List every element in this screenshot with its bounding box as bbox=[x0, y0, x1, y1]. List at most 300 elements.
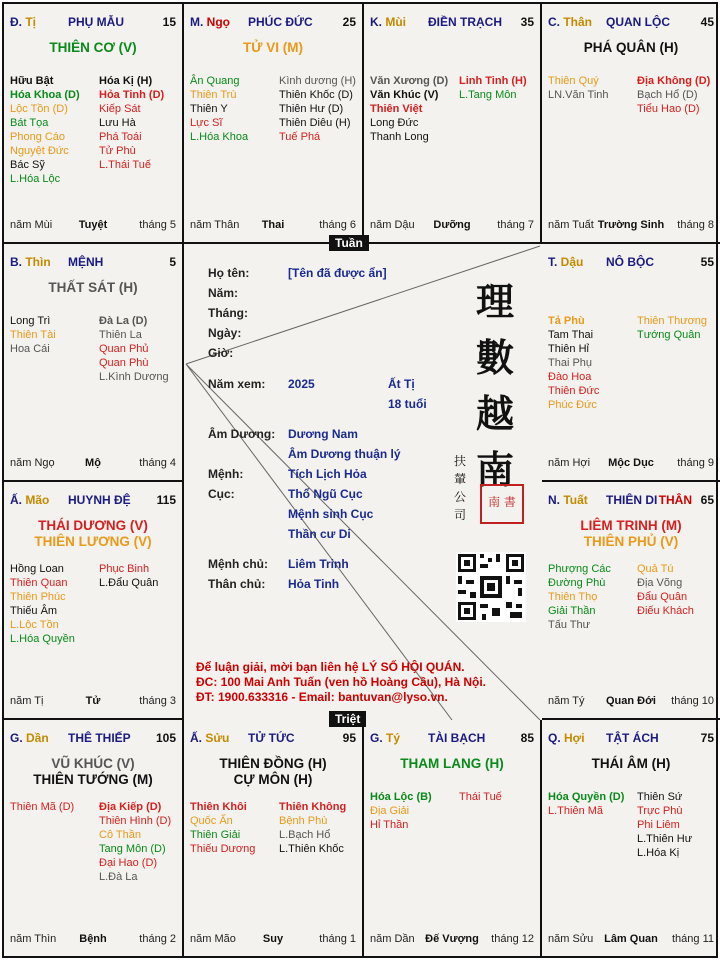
left-stars bbox=[370, 790, 456, 832]
main-star: TỬ VI (M) bbox=[243, 40, 303, 55]
minor-star: Tướng Quân bbox=[637, 329, 701, 341]
calligraphy-char: 理 bbox=[475, 279, 514, 324]
right-stars bbox=[279, 74, 369, 144]
footer-year: năm Tị bbox=[10, 695, 44, 707]
left-stars bbox=[548, 790, 634, 818]
ho-ten-label: Họ tên: bbox=[208, 266, 250, 280]
palace-mao bbox=[4, 482, 184, 720]
minor-star: Thiên Diêu (H) bbox=[279, 117, 351, 129]
footer-year: năm Hợi bbox=[548, 457, 591, 469]
main-stars bbox=[364, 756, 540, 772]
palace-code: T. Dậu bbox=[548, 255, 584, 269]
minor-star: Phúc Đức bbox=[548, 399, 597, 411]
left-stars bbox=[10, 800, 96, 814]
minor-star: Hóa Khoa (D) bbox=[10, 89, 80, 101]
minor-star: Bát Tọa bbox=[10, 117, 49, 129]
than-chu-label: Thân chủ: bbox=[208, 577, 266, 591]
palace-header bbox=[190, 15, 356, 29]
footer-month: tháng 10 bbox=[671, 695, 714, 707]
footer-stage: Bệnh bbox=[79, 933, 107, 945]
main-stars bbox=[542, 756, 720, 772]
minor-star: L.Thiên Hư bbox=[637, 833, 693, 845]
main-star: THẤT SÁT (H) bbox=[48, 280, 138, 295]
palace-name: NÔ BỘC bbox=[606, 255, 654, 269]
minor-star: Thái Tuế bbox=[459, 791, 502, 803]
palace-footer bbox=[548, 933, 714, 946]
right-stars bbox=[637, 562, 720, 618]
minor-star: Đào Hoa bbox=[548, 371, 592, 383]
palace-footer bbox=[370, 933, 534, 946]
minor-star: Tam Thai bbox=[548, 329, 594, 341]
minor-star: Đường Phù bbox=[548, 577, 606, 589]
minor-star: Hóa Lộc (B) bbox=[370, 791, 432, 803]
footer-stage: Suy bbox=[262, 933, 284, 945]
minor-star: Thiên Quý bbox=[548, 75, 599, 87]
minor-star: Bệnh Phù bbox=[279, 815, 328, 827]
palace-ti bbox=[4, 4, 184, 244]
contact-line-2: ĐC: 100 Mai Anh Tuấn (ven hồ Hoàng Cầu), Hà Nội. bbox=[196, 675, 487, 689]
main-star: CỰ MÔN (H) bbox=[233, 772, 313, 787]
palace-code: M. Ngọ bbox=[190, 15, 230, 29]
palace-number: 25 bbox=[342, 15, 356, 29]
palace-code: G. Dần bbox=[10, 731, 49, 745]
minor-star: Thanh Long bbox=[370, 131, 429, 143]
footer-month: tháng 3 bbox=[139, 695, 176, 707]
palace-chi: Tị bbox=[25, 15, 37, 29]
minor-star: Tử Phù bbox=[99, 145, 136, 157]
am-duong-value-2: Âm Dương thuận lý bbox=[288, 447, 401, 461]
palace-footer bbox=[370, 219, 534, 232]
minor-star: Tiểu Hao (D) bbox=[637, 103, 700, 115]
minor-star: Quan Phủ bbox=[99, 343, 149, 355]
minor-star: L.Hóa Lộc bbox=[10, 173, 61, 185]
minor-star: Quốc Ấn bbox=[190, 815, 233, 827]
minor-star: Lộc Tồn (D) bbox=[10, 103, 68, 115]
minor-star: Quả Tú bbox=[637, 563, 674, 575]
palace-header bbox=[10, 255, 176, 269]
calligraphy-char: 越 bbox=[475, 391, 514, 436]
palace-chi: Dần bbox=[26, 731, 49, 745]
palace-number: 75 bbox=[700, 731, 714, 745]
palace-header bbox=[548, 731, 714, 745]
footer-year: năm Thân bbox=[190, 219, 240, 231]
footer-year: năm Mùi bbox=[10, 219, 53, 231]
footer-year: năm Thìn bbox=[10, 933, 57, 945]
left-stars bbox=[190, 800, 276, 856]
palace-chi: Ngọ bbox=[206, 15, 230, 29]
palace-name: PHÚC ĐỨC bbox=[248, 15, 313, 29]
minor-star: Thiên Sứ bbox=[637, 791, 683, 803]
palace-name: PHỤ MẪU bbox=[68, 15, 124, 29]
minor-star: Hỉ Thần bbox=[370, 819, 409, 831]
palace-header bbox=[370, 15, 534, 29]
minor-star: Phi Liêm bbox=[637, 819, 680, 831]
palace-suu bbox=[184, 720, 364, 956]
palace-header bbox=[548, 493, 714, 507]
palace-footer bbox=[10, 933, 176, 946]
palace-tuat bbox=[542, 482, 720, 720]
palace-number: 95 bbox=[342, 731, 356, 745]
minor-star: Thiên Tài bbox=[10, 329, 56, 341]
minor-star: Lưu Hà bbox=[99, 117, 136, 129]
palace-number: 55 bbox=[700, 255, 714, 269]
minor-star: L.Tang Môn bbox=[459, 89, 517, 101]
cuc-value-3: Thần cư Di bbox=[288, 527, 351, 541]
palace-code: Q. Hợi bbox=[548, 731, 585, 745]
tuan-tag: Tuần bbox=[329, 235, 369, 251]
footer-year: năm Dần bbox=[370, 933, 415, 945]
main-star: THIÊN TƯỚNG (M) bbox=[33, 772, 153, 787]
calligraphy-char: 南 bbox=[475, 447, 514, 492]
palace-footer bbox=[10, 695, 176, 708]
palace-header bbox=[10, 493, 176, 507]
main-star: THÁI ÂM (H) bbox=[591, 756, 671, 771]
right-stars bbox=[99, 562, 189, 590]
minor-star: Văn Khúc (V) bbox=[370, 89, 439, 101]
right-stars bbox=[279, 800, 369, 856]
left-stars bbox=[10, 314, 96, 356]
right-stars bbox=[99, 800, 189, 884]
palace-footer bbox=[10, 457, 176, 470]
menh-chu-label: Mệnh chủ: bbox=[208, 557, 268, 571]
palace-header bbox=[370, 731, 534, 745]
footer-month: tháng 5 bbox=[139, 219, 176, 231]
palace-header bbox=[548, 255, 714, 269]
footer-year: năm Sửu bbox=[548, 933, 594, 945]
main-star: THIÊN CƠ (V) bbox=[49, 40, 137, 55]
minor-star: Thiên Trù bbox=[190, 89, 237, 101]
palace-footer bbox=[10, 219, 176, 232]
palace-thin bbox=[4, 244, 184, 482]
qr-code-icon[interactable] bbox=[456, 552, 526, 622]
palace-code: Ấ. Mão bbox=[10, 493, 50, 507]
palace-code: Đ. Tị bbox=[10, 15, 37, 29]
main-stars bbox=[4, 280, 182, 296]
minor-star: L.Thiên Mã bbox=[548, 805, 604, 817]
am-duong-value-1: Dương Nam bbox=[288, 427, 358, 441]
palace-ty bbox=[364, 720, 542, 956]
minor-star: L.Đà La bbox=[99, 871, 138, 883]
minor-star: Lực Sĩ bbox=[190, 117, 223, 129]
minor-star: L.Kình Dương bbox=[99, 371, 169, 383]
minor-star: Hữu Bật bbox=[10, 75, 54, 87]
palace-footer bbox=[548, 695, 714, 708]
footer-month: tháng 11 bbox=[671, 933, 714, 945]
minor-star: Thiên Hỉ bbox=[548, 343, 589, 355]
footer-stage: Tử bbox=[85, 695, 101, 707]
minor-star: Thiên Quan bbox=[10, 577, 68, 589]
left-stars bbox=[190, 74, 276, 144]
contact-line-1: Để luận giải, mời bạn liên hệ LÝ SỐ HỘI QUÁN. bbox=[196, 660, 465, 674]
minor-star: Tấu Thư bbox=[548, 619, 591, 631]
palace-name: ĐIỀN TRẠCH bbox=[428, 15, 502, 29]
contact-line-3: ĐT: 1900.633316 - Email: bantuvan@lyso.vn. bbox=[196, 690, 448, 704]
palace-number: 85 bbox=[520, 731, 534, 745]
tuoi-value: 18 tuổi bbox=[388, 397, 427, 411]
palace-chi: Hợi bbox=[564, 731, 585, 745]
minor-star: Kiếp Sát bbox=[99, 103, 141, 115]
nam-xem-can: Ất Tị bbox=[388, 377, 415, 391]
main-star: VŨ KHÚC (V) bbox=[51, 756, 135, 771]
footer-stage: Tuyệt bbox=[78, 219, 108, 231]
footer-year: năm Tuất bbox=[548, 219, 594, 231]
footer-month: tháng 7 bbox=[497, 219, 534, 231]
palace-chi: Tý bbox=[386, 731, 401, 745]
minor-star: Bác Sỹ bbox=[10, 159, 45, 171]
cuc-label: Cục: bbox=[208, 487, 235, 501]
palace-name: MỆNH bbox=[68, 255, 104, 269]
minor-star: Thiên Mã (D) bbox=[10, 801, 75, 813]
minor-star: L.Bạch Hổ bbox=[279, 829, 331, 841]
minor-star: Văn Xương (D) bbox=[370, 75, 449, 87]
ho-ten-value: [Tên đã được ẩn] bbox=[288, 266, 387, 280]
center-info bbox=[184, 244, 542, 720]
palace-chi: Tuất bbox=[563, 493, 588, 507]
palace-number: 105 bbox=[155, 731, 176, 745]
thang-label: Tháng: bbox=[208, 306, 248, 320]
right-stars bbox=[637, 314, 720, 342]
minor-star: Phong Cáo bbox=[10, 131, 66, 143]
contact-block bbox=[196, 660, 542, 705]
right-stars bbox=[459, 790, 549, 804]
main-stars bbox=[4, 756, 182, 788]
palace-code: B. Thìn bbox=[10, 255, 51, 269]
minor-star: Thiên Khốc (D) bbox=[279, 89, 353, 101]
footer-month: tháng 1 bbox=[319, 933, 356, 945]
palace-chi: Sửu bbox=[205, 731, 230, 745]
minor-star: Hoa Cái bbox=[10, 343, 50, 355]
am-duong-label: Âm Dương: bbox=[208, 427, 276, 441]
main-stars bbox=[184, 40, 362, 56]
right-stars bbox=[637, 790, 720, 860]
palace-chi: Thìn bbox=[25, 255, 51, 269]
main-star: PHÁ QUÂN (H) bbox=[583, 40, 679, 55]
right-stars bbox=[637, 74, 720, 116]
main-star: THIÊN PHỦ (V) bbox=[583, 534, 679, 549]
footer-stage: Thai bbox=[261, 219, 285, 231]
minor-star: Hóa Quyền (D) bbox=[548, 791, 625, 803]
ngay-label: Ngày: bbox=[208, 326, 242, 340]
main-star: THIÊN LƯƠNG (V) bbox=[34, 534, 152, 549]
minor-star: Quan Phù bbox=[99, 357, 149, 369]
minor-star: Thiên Không bbox=[279, 801, 347, 813]
footer-stage: Dưỡng bbox=[433, 219, 471, 231]
palace-than bbox=[542, 4, 720, 244]
left-stars bbox=[548, 314, 634, 412]
minor-star: LN.Văn Tinh bbox=[548, 89, 609, 101]
palace-name: HUYNH ĐỆ bbox=[68, 493, 131, 507]
palace-name: TỬ TỨC bbox=[248, 731, 295, 745]
main-stars bbox=[4, 40, 182, 56]
footer-stage: Trường Sinh bbox=[597, 219, 665, 231]
menh-label: Mệnh: bbox=[208, 467, 244, 481]
left-stars bbox=[548, 562, 634, 632]
minor-star: Địa Kiếp (D) bbox=[99, 801, 162, 813]
footer-stage: Mộ bbox=[85, 457, 101, 469]
palace-than-marker: THÂN bbox=[658, 493, 692, 507]
than-chu-value: Hỏa Tinh bbox=[288, 577, 340, 591]
minor-star: L.Hóa Kị bbox=[637, 847, 680, 859]
minor-star: Thiếu Dương bbox=[190, 843, 256, 855]
footer-month: tháng 2 bbox=[139, 933, 176, 945]
left-stars bbox=[370, 74, 456, 144]
palace-footer bbox=[548, 457, 714, 470]
minor-star: Thiếu Âm bbox=[10, 605, 58, 617]
footer-stage: Quan Đới bbox=[606, 695, 656, 707]
palace-code: C. Thân bbox=[548, 15, 593, 29]
menh-value: Tích Lịch Hỏa bbox=[288, 467, 367, 481]
main-stars bbox=[542, 518, 720, 550]
palace-name: QUAN LỘC bbox=[606, 15, 670, 29]
main-star: THIÊN ĐỒNG (H) bbox=[219, 756, 327, 771]
palace-number: 35 bbox=[520, 15, 534, 29]
main-star: THAM LANG (H) bbox=[400, 756, 504, 771]
palace-name: THIÊN DI bbox=[606, 493, 658, 507]
minor-star: L.Thiên Khốc bbox=[279, 843, 344, 855]
footer-stage: Mộc Dục bbox=[608, 457, 654, 469]
triet-tag: Triệt bbox=[329, 711, 366, 727]
cuc-value-2: Mệnh sinh Cục bbox=[288, 507, 374, 521]
minor-star: Thiên Y bbox=[190, 103, 228, 115]
minor-star: Thiên Thọ bbox=[548, 591, 598, 603]
palace-name: TẬT ÁCH bbox=[606, 731, 659, 745]
main-stars bbox=[4, 518, 182, 550]
minor-star: Tang Môn (D) bbox=[99, 843, 166, 855]
red-seal: 南 書 bbox=[480, 484, 524, 524]
minor-star: Hồng Loan bbox=[10, 563, 64, 575]
minor-star: Tả Phù bbox=[548, 315, 585, 327]
minor-star: Thiên Giải bbox=[190, 829, 241, 841]
minor-star: Hóa Kị (H) bbox=[99, 75, 153, 87]
footer-stage: Lâm Quan bbox=[604, 933, 658, 945]
palace-header bbox=[10, 15, 176, 29]
minor-star: Tuế Phá bbox=[279, 131, 321, 143]
footer-month: tháng 9 bbox=[677, 457, 714, 469]
left-stars bbox=[10, 74, 96, 186]
palace-footer bbox=[548, 219, 714, 232]
footer-month: tháng 6 bbox=[319, 219, 356, 231]
palace-code: Ấ. Sửu bbox=[190, 731, 230, 745]
minor-star: Ân Quang bbox=[190, 75, 240, 87]
palace-header bbox=[548, 15, 714, 29]
palace-code: K. Mùi bbox=[370, 15, 407, 29]
minor-star: Giải Thần bbox=[548, 605, 596, 617]
footer-year: năm Tý bbox=[548, 695, 585, 707]
minor-star: L.Đẩu Quân bbox=[99, 577, 159, 589]
right-stars bbox=[99, 74, 189, 172]
minor-star: Thai Phụ bbox=[548, 357, 593, 369]
palace-mui bbox=[364, 4, 542, 244]
minor-star: Long Trì bbox=[10, 315, 51, 327]
minor-star: Bạch Hổ (D) bbox=[637, 89, 698, 101]
minor-star: Thiên Đức bbox=[548, 385, 600, 397]
palace-code: N. Tuất bbox=[548, 493, 588, 507]
footer-stage: Đế Vượng bbox=[425, 933, 479, 945]
calligraphy-char: 數 bbox=[475, 335, 514, 380]
minor-star: Phượng Các bbox=[548, 563, 611, 575]
footer-month: tháng 8 bbox=[677, 219, 714, 231]
minor-star: Địa Giải bbox=[370, 805, 410, 817]
palace-ngo bbox=[184, 4, 364, 244]
palace-chi: Mão bbox=[25, 493, 50, 507]
main-stars bbox=[542, 40, 720, 56]
palace-number: 45 bbox=[700, 15, 714, 29]
minor-star: Nguyệt Đức bbox=[10, 145, 69, 157]
minor-star: L.Lộc Tồn bbox=[10, 619, 59, 631]
palace-number: 65 bbox=[700, 493, 714, 507]
left-stars bbox=[548, 74, 634, 102]
palace-name: TÀI BẠCH bbox=[428, 731, 486, 745]
main-star: THÁI DƯƠNG (V) bbox=[38, 518, 148, 533]
palace-footer bbox=[190, 219, 356, 232]
minor-star: Địa Không (D) bbox=[637, 75, 711, 87]
minor-star: Thiên La bbox=[99, 329, 142, 341]
horoscope-chart bbox=[2, 2, 718, 958]
main-stars bbox=[184, 756, 362, 788]
palace-dau bbox=[542, 244, 720, 482]
minor-star: Đại Hao (D) bbox=[99, 857, 158, 869]
minor-star: Hỏa Tinh (D) bbox=[99, 89, 165, 101]
minor-star: L.Thái Tuế bbox=[99, 159, 151, 171]
right-stars bbox=[99, 314, 189, 384]
company-chars: 扶 輦 公 司 bbox=[454, 454, 467, 522]
palace-footer bbox=[190, 933, 356, 946]
palace-dan bbox=[4, 720, 184, 956]
footer-month: tháng 4 bbox=[139, 457, 176, 469]
minor-star: Long Đức bbox=[370, 117, 419, 129]
footer-year: năm Mão bbox=[190, 933, 236, 945]
footer-year: năm Dậu bbox=[370, 219, 415, 231]
minor-star: Thiên Hình (D) bbox=[99, 815, 172, 827]
cuc-value-1: Thổ Ngũ Cục bbox=[288, 487, 363, 501]
nam-label: Năm: bbox=[208, 286, 239, 300]
minor-star: Thiên Thương bbox=[637, 315, 708, 327]
minor-star: Linh Tinh (H) bbox=[459, 75, 527, 87]
minor-star: Phục Binh bbox=[99, 563, 150, 575]
minor-star: Thiên Hư (D) bbox=[279, 103, 344, 115]
palace-hoi bbox=[542, 720, 720, 956]
minor-star: Đà La (D) bbox=[99, 315, 148, 327]
minor-star: Điếu Khách bbox=[637, 605, 694, 617]
minor-star: Phá Toái bbox=[99, 131, 142, 143]
minor-star: Địa Võng bbox=[637, 577, 683, 589]
palace-header bbox=[190, 731, 356, 745]
palace-chi: Thân bbox=[563, 15, 593, 29]
right-stars bbox=[459, 74, 549, 102]
minor-star: Cô Thần bbox=[99, 829, 141, 841]
left-stars bbox=[10, 562, 96, 646]
minor-star: Thiên Phúc bbox=[10, 591, 66, 603]
minor-star: Kình dương (H) bbox=[279, 75, 356, 87]
nam-xem-value: 2025 bbox=[288, 377, 315, 391]
palace-number: 5 bbox=[169, 255, 176, 269]
palace-number: 115 bbox=[156, 493, 176, 507]
palace-name: THÊ THIẾP bbox=[68, 731, 131, 745]
minor-star: Thiên Việt bbox=[370, 103, 423, 115]
palace-code: G. Tý bbox=[370, 731, 401, 745]
minor-star: Đẩu Quân bbox=[637, 591, 688, 603]
palace-chi: Mùi bbox=[385, 15, 407, 29]
minor-star: Trực Phù bbox=[637, 805, 683, 817]
main-star: LIÊM TRINH (M) bbox=[580, 518, 682, 533]
palace-header bbox=[10, 731, 176, 745]
footer-year: năm Ngọ bbox=[10, 457, 55, 469]
calligraphy bbox=[470, 274, 520, 498]
nam-xem-label: Năm xem: bbox=[208, 377, 266, 391]
palace-number: 15 bbox=[162, 15, 176, 29]
gio-label: Giờ: bbox=[208, 346, 234, 360]
minor-star: L.Hóa Khoa bbox=[190, 131, 249, 143]
